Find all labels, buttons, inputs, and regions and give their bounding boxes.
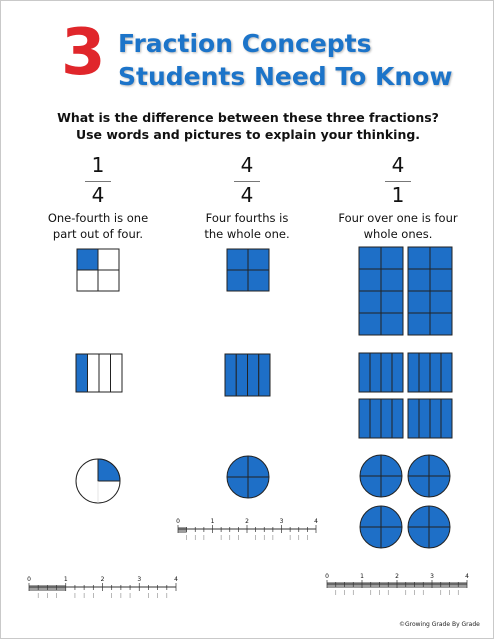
square-whole-2-cell bbox=[430, 247, 452, 269]
strip-whole-4-strip bbox=[408, 399, 419, 438]
number-line-3-tick-label: 1 bbox=[360, 573, 364, 580]
fraction-2-description-line-1: Four fourths is bbox=[205, 211, 289, 225]
square-one-fourth-cell bbox=[98, 270, 119, 291]
square-whole-4-cell bbox=[408, 313, 430, 335]
square-whole-3-cell bbox=[359, 291, 381, 313]
number-line-2-tick-label: 0 bbox=[176, 518, 180, 525]
square-one-fourth-cell bbox=[77, 249, 98, 270]
number-line-1-tick-label: 0 bbox=[27, 576, 31, 583]
fraction-3-numerator: 4 bbox=[391, 153, 405, 177]
strip-whole-1-strip bbox=[381, 353, 392, 392]
strip-four-fourths-strip bbox=[236, 354, 247, 396]
square-whole-2-cell bbox=[408, 247, 430, 269]
fraction-1-description-line-1: One-fourth is one bbox=[47, 211, 149, 225]
square-four-fourths-cell bbox=[227, 270, 248, 291]
square-whole-1-cell bbox=[359, 247, 381, 269]
fraction-2-denominator: 4 bbox=[240, 183, 254, 207]
number-line-3-tick-label: 3 bbox=[430, 573, 434, 580]
fraction-models bbox=[1, 1, 494, 640]
number-line-1-tick-label: 3 bbox=[137, 576, 142, 583]
title-number: 3 bbox=[61, 16, 106, 90]
number-line-2-tick-label: 3 bbox=[279, 518, 284, 525]
strip-whole-2-strip bbox=[441, 353, 452, 392]
title-line-2: Students Need To Know bbox=[118, 62, 453, 91]
strip-whole-3-strip bbox=[381, 399, 392, 438]
strip-whole-4-strip bbox=[430, 399, 441, 438]
strip-whole-1-strip bbox=[370, 353, 381, 392]
number-line-2-shaded-region bbox=[178, 527, 187, 533]
strip-whole-2-strip bbox=[408, 353, 419, 392]
strip-whole-4-strip bbox=[419, 399, 430, 438]
square-four-fourths-cell bbox=[248, 270, 269, 291]
strip-one-fourth-strip bbox=[111, 354, 123, 392]
number-line-2-tick-label: 4 bbox=[314, 518, 318, 525]
square-whole-3-cell bbox=[381, 313, 403, 335]
fraction-1-numerator: 1 bbox=[91, 153, 105, 177]
strip-whole-3-strip bbox=[359, 399, 370, 438]
number-line-2-tick-label: 2 bbox=[245, 518, 249, 525]
square-four-fourths-cell bbox=[227, 249, 248, 270]
square-whole-4-cell bbox=[430, 291, 452, 313]
fraction-2-numerator: 4 bbox=[240, 153, 254, 177]
strip-whole-1-strip bbox=[392, 353, 403, 392]
number-line-3-tick-label: 4 bbox=[465, 573, 469, 580]
credit-text: ©Growing Grade By Grade bbox=[399, 621, 480, 628]
strip-four-fourths-strip bbox=[225, 354, 236, 396]
strip-whole-3-strip bbox=[370, 399, 381, 438]
strip-whole-3-strip bbox=[392, 399, 403, 438]
square-whole-4-cell bbox=[408, 291, 430, 313]
circle-one-fourth-quarter bbox=[98, 459, 120, 481]
square-whole-2-cell bbox=[408, 269, 430, 291]
strip-one-fourth-strip bbox=[76, 354, 88, 392]
square-whole-1-cell bbox=[381, 247, 403, 269]
strip-whole-4-strip bbox=[441, 399, 452, 438]
strip-whole-2-strip bbox=[419, 353, 430, 392]
square-one-fourth-cell bbox=[98, 249, 119, 270]
fraction-1-description-line-2: part out of four. bbox=[52, 227, 144, 241]
fraction-3-description-line-2: whole ones. bbox=[363, 227, 433, 241]
number-line-3-tick-label: 2 bbox=[395, 573, 399, 580]
square-whole-4-cell bbox=[430, 313, 452, 335]
square-whole-1-cell bbox=[359, 269, 381, 291]
strip-whole-2-strip bbox=[430, 353, 441, 392]
number-line-3-tick-label: 0 bbox=[325, 573, 329, 580]
square-whole-1-cell bbox=[381, 269, 403, 291]
strip-four-fourths-strip bbox=[248, 354, 259, 396]
fraction-2-description-line-2: the whole one. bbox=[204, 227, 290, 241]
strip-one-fourth-strip bbox=[88, 354, 100, 392]
strip-whole-1-strip bbox=[359, 353, 370, 392]
strip-one-fourth-strip bbox=[99, 354, 111, 392]
square-one-fourth-cell bbox=[77, 270, 98, 291]
number-line-1-tick-label: 4 bbox=[174, 576, 178, 583]
fraction-3-denominator: 1 bbox=[391, 183, 405, 207]
number-line-1-tick-label: 2 bbox=[100, 576, 105, 583]
square-four-fourths-cell bbox=[248, 249, 269, 270]
square-whole-3-cell bbox=[381, 291, 403, 313]
title-line-1: Fraction Concepts bbox=[118, 29, 372, 58]
prompt-line-1: What is the difference between these three fractions? bbox=[57, 110, 439, 125]
number-line-1-tick-label: 1 bbox=[63, 576, 68, 583]
prompt-line-2: Use words and pictures to explain your thinking. bbox=[75, 127, 421, 142]
square-whole-2-cell bbox=[430, 269, 452, 291]
fraction-1-denominator: 4 bbox=[91, 183, 105, 207]
number-line-2-tick-label: 1 bbox=[210, 518, 215, 525]
square-whole-3-cell bbox=[359, 313, 381, 335]
strip-four-fourths-strip bbox=[259, 354, 270, 396]
fraction-3-description-line-1: Four over one is four bbox=[338, 211, 458, 225]
